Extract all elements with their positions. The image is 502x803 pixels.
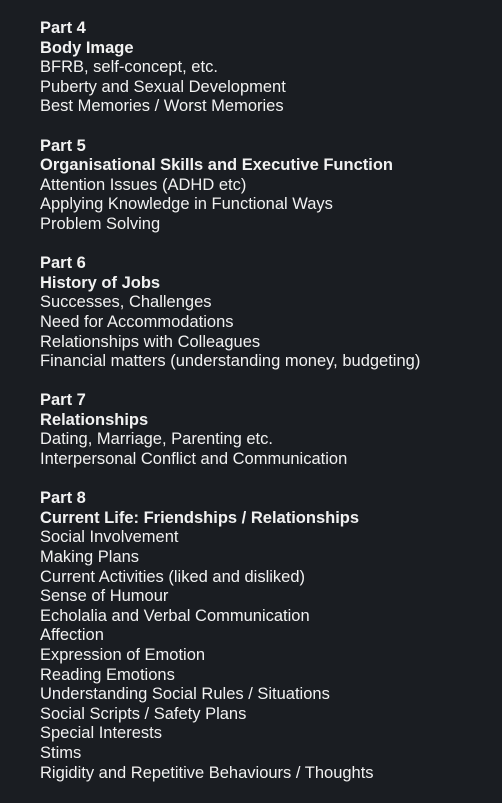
list-item: Affection <box>40 626 104 645</box>
section-title: Organisational Skills and Executive Function <box>40 156 394 175</box>
list-item: Sense of Humour <box>40 587 169 606</box>
list-item: Stims <box>40 743 82 762</box>
list-item: Best Memories / Worst Memories <box>40 97 284 116</box>
list-item: Problem Solving <box>40 214 161 233</box>
list-item: Applying Knowledge in Functional Ways <box>40 195 333 214</box>
list-item: Dating, Marriage, Parenting etc. <box>40 430 273 449</box>
list-item: BFRB, self-concept, etc. <box>40 58 218 77</box>
list-item: Relationships with Colleagues <box>40 332 261 351</box>
section-part-4 <box>40 19 495 117</box>
list-item: Making Plans <box>40 548 140 567</box>
part-label: Part 6 <box>40 254 86 273</box>
list-item: Interpersonal Conflict and Communication <box>40 450 348 469</box>
section-part-6 <box>40 254 495 372</box>
list-item: Understanding Social Rules / Situations <box>40 685 330 704</box>
section-part-8 <box>40 489 495 783</box>
list-item: Successes, Challenges <box>40 293 212 312</box>
part-label: Part 8 <box>40 489 86 508</box>
part-label: Part 7 <box>40 391 86 410</box>
section-title: Body Image <box>40 38 134 57</box>
section-part-5 <box>40 137 495 235</box>
list-item: Rigidity and Repetitive Behaviours / Thoughts <box>40 763 374 782</box>
section-title: Relationships <box>40 410 149 429</box>
list-item: Social Involvement <box>40 528 179 547</box>
list-item: Current Activities (liked and disliked) <box>40 567 306 586</box>
list-item: Echolalia and Verbal Communication <box>40 606 310 625</box>
list-item: Financial matters (understanding money, budgeting) <box>40 352 421 371</box>
list-item: Reading Emotions <box>40 665 175 684</box>
section-title: History of Jobs <box>40 273 161 292</box>
list-item: Need for Accommodations <box>40 312 234 331</box>
section-part-7 <box>40 391 495 469</box>
section-title: Current Life: Friendships / Relationships <box>40 508 360 527</box>
part-label: Part 5 <box>40 136 86 155</box>
part-label: Part 4 <box>40 19 86 37</box>
document-content <box>40 19 495 803</box>
list-item: Expression of Emotion <box>40 646 206 664</box>
list-item: Social Scripts / Safety Plans <box>40 704 247 723</box>
list-item: Attention Issues (ADHD etc) <box>40 175 247 194</box>
list-item: Puberty and Sexual Development <box>40 77 286 96</box>
list-item: Special Interests <box>40 724 162 743</box>
